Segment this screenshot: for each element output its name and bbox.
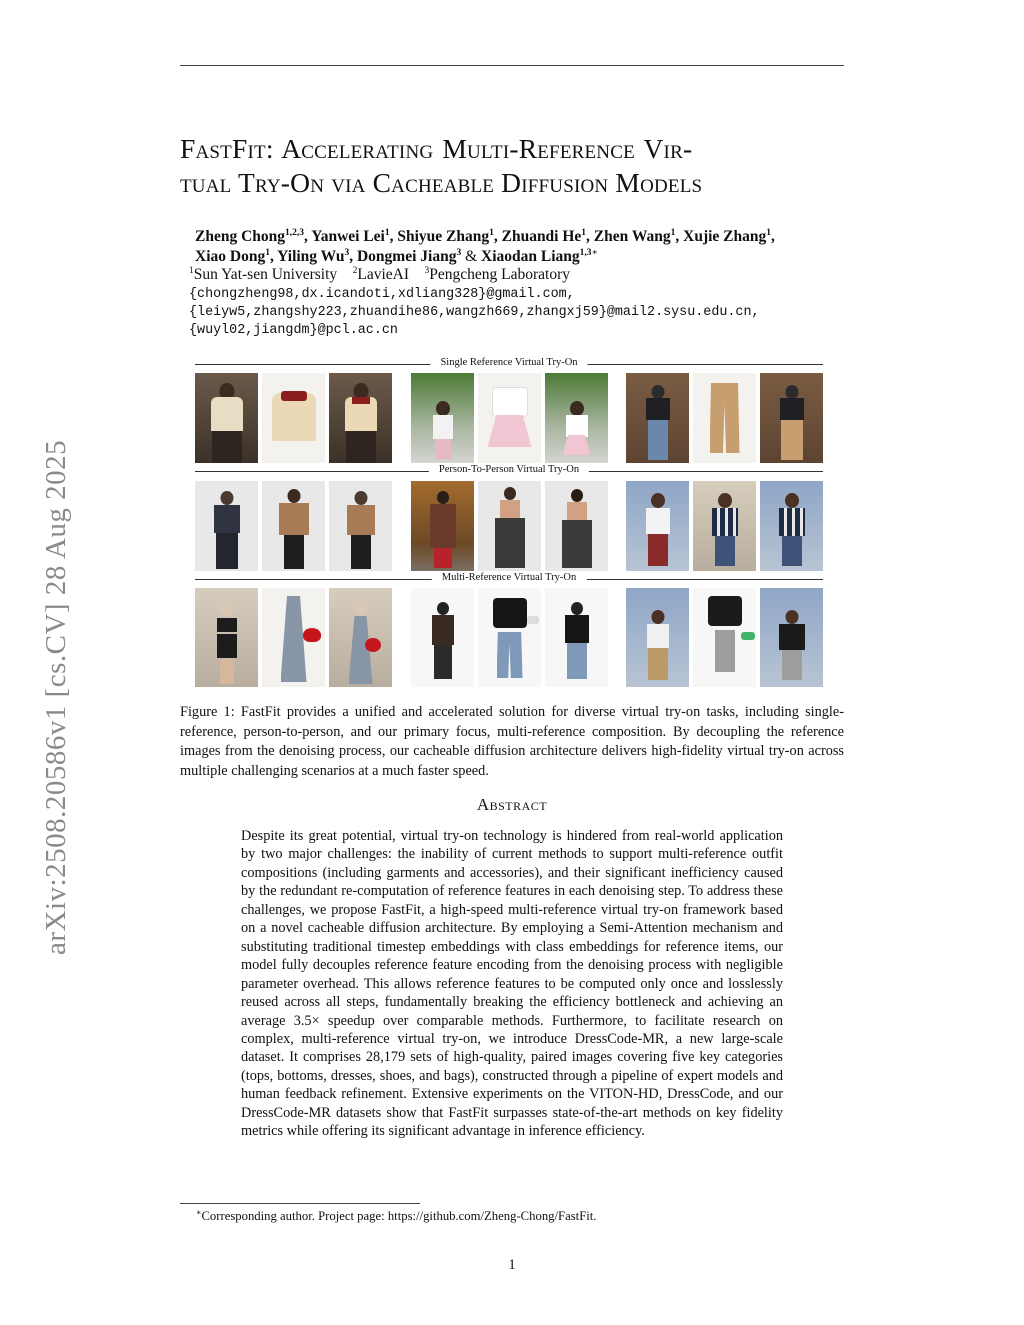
reference-person-photo	[262, 481, 325, 571]
footnote-text: Corresponding author. Project page: https://github.com/Zheng-Chong/FastFit.	[201, 1209, 597, 1224]
author-affiliation-mark: 1	[489, 228, 494, 238]
top-rule	[180, 65, 844, 66]
affiliation-name: LavieAI	[357, 266, 410, 284]
example-group	[195, 588, 392, 687]
section-label: Single Reference Virtual Try-On	[430, 357, 587, 368]
result-photo	[760, 481, 823, 571]
author-name: Xiao Dong	[195, 248, 266, 266]
affiliations	[189, 266, 570, 284]
email-line: {wuyl02,jiangdm}@pcl.ac.cn	[189, 323, 398, 338]
author-affiliation-mark: 1	[670, 228, 676, 238]
reference-person-photo	[478, 481, 541, 571]
abstract-heading: Abstract	[476, 795, 548, 814]
example-group	[195, 481, 392, 571]
person-photo	[195, 481, 258, 571]
author-affiliation-mark: 3	[456, 248, 462, 258]
author-affiliation-mark: 1	[384, 228, 390, 238]
example-group	[195, 373, 392, 463]
author-affiliation-mark: 1,3	[579, 248, 592, 258]
author-name: Zhen Wang	[593, 228, 671, 246]
result-photo	[329, 373, 392, 463]
author-affiliation-mark: 1,2,3	[285, 228, 305, 238]
figure-row-person-to-person	[195, 481, 823, 571]
example-group	[626, 588, 823, 687]
figure-section-header-p2p	[195, 464, 823, 478]
person-photo	[626, 588, 689, 687]
affiliation-mark: 3	[424, 266, 430, 276]
section-label: Multi-Reference Virtual Try-On	[432, 572, 587, 583]
garment-photo	[262, 373, 325, 463]
garment-photo	[693, 588, 756, 687]
person-photo	[195, 588, 258, 687]
author-name: Xiaodan Liang	[481, 248, 580, 266]
email-line: {chongzheng98,dx.icandoti,xdliang328}@gmail.com,	[189, 287, 575, 302]
abstract-body: Despite its great potential, virtual try-on technology is hindered from real-world application by two major challenges: the inability of current methods to support multi-reference outfit compositions (including garments and accessories), and their significant inefficiency caused by the redundant re-computation of reference features in each denoising step. To address these challenges, we propose FastFit, a high-speed multi-reference virtual try-on framework based on a novel cacheable diffusion architecture. By employing a Semi-Attention mechanism and substituting traditional timestep embeddings with class embeddings for reference items, our model fully decouples reference feature encoding from the denoising process with negligible parameter overhead. This allows reference features to be computed only once and losslessly reused across all steps, fundamentally breaking the efficiency bottleneck and achieving an average 3.5× speedup over comparable methods. Furthermore, to facilitate research on complex, multi-reference virtual try-on, we introduce DressCode-MR, a new large-scale dataset. It comprises 28,179 sets of high-quality, paired images covering five key categories (tops, bottoms, dresses, shoes, and bags), constructed through a pipeline of expert models and human feedback refinement. Extensive experiments on the VITON-HD, DressCode, and our DressCode-MR datasets show that FastFit surpasses state-of-the-art methods on key fidelity metrics while offering its significant advantage in inference efficiency.	[241, 828, 783, 1140]
person-photo	[195, 373, 258, 463]
garment-photo	[693, 373, 756, 463]
footnote	[196, 1208, 596, 1224]
reference-person-photo	[693, 481, 756, 571]
author-affiliation-mark: 1	[581, 228, 587, 238]
figure-row-single-reference	[195, 373, 823, 463]
paper-title-line-1: FastFit: Accelerating Multi-Reference Vir-	[180, 133, 693, 164]
example-group	[626, 481, 823, 571]
author-name: Shiyue Zhang	[397, 228, 490, 246]
affiliation-mark: 2	[352, 266, 358, 276]
figure-caption: Figure 1: FastFit provides a unified and accelerated solution for diverse virtual try-on tasks, including single-reference, person-to-person, and our primary focus, multi-reference composition. By decoupling the reference images from the denoising process, our cacheable diffusion architecture delivers high-fidelity virtual try-on across multiple challenging scenarios at a much faster speed.	[180, 704, 844, 779]
author-name: Yiling Wu	[277, 248, 345, 266]
email-line: {leiyw5,zhangshy223,zhuandihe86,wangzh669,zhangxj59}@mail2.sysu.edu.cn,	[189, 305, 760, 320]
section-label: Person-To-Person Virtual Try-On	[429, 464, 589, 475]
person-photo	[626, 481, 689, 571]
person-photo	[411, 588, 474, 687]
example-group	[411, 481, 608, 571]
result-photo	[760, 588, 823, 687]
author-name: Dongmei Jiang	[356, 248, 457, 266]
result-photo	[545, 373, 608, 463]
person-photo	[411, 481, 474, 571]
figure-section-header-multi	[195, 572, 823, 586]
garment-photo	[478, 373, 541, 463]
example-group	[411, 373, 608, 463]
author-name: Zhuandi He	[501, 228, 582, 246]
affiliation-mark: 1	[189, 266, 194, 276]
author-affiliation-mark: 1	[766, 228, 771, 238]
author-name: Yanwei Lei	[311, 228, 385, 246]
footnote-rule	[180, 1203, 420, 1204]
garment-photo	[478, 588, 541, 687]
figure-section-header-single	[195, 357, 823, 371]
person-photo	[411, 373, 474, 463]
author-separator: &	[465, 248, 478, 266]
result-photo	[545, 481, 608, 571]
author-affiliation-mark: 3	[344, 248, 350, 258]
corresponding-mark: ∗	[591, 248, 598, 258]
authors-line-2: Xiao Dong$^1$, Yiling Wu$^3$, Dongmei Jiang$^3$ & Xiaodan Liang$^{1,3∗}$	[195, 248, 598, 266]
footnote-mark: ∗	[196, 1208, 202, 1217]
affiliation-name: Pengcheng Laboratory	[429, 266, 571, 284]
result-photo	[545, 588, 608, 687]
authors-line-1: Zheng Chong$^{1,2,3}$, Yanwei Lei$^1$, Shiyue Zhang$^1$, Zhuandi He$^1$, Zhen Wang$^1$, Xujie Zhang$^1$,	[195, 228, 775, 246]
result-photo	[329, 588, 392, 687]
example-group	[626, 373, 823, 463]
author-name: Zheng Chong	[195, 228, 286, 246]
arxiv-stamp: arXiv:2508.20586v1 [cs.CV] 28 Aug 2025	[40, 439, 72, 955]
garment-photo	[262, 588, 325, 687]
figure-row-multi-reference	[195, 588, 823, 687]
paper-title-line-2: tual Try-On via Cacheable Diffusion Models	[180, 167, 703, 198]
author-name: Xujie Zhang	[683, 228, 767, 246]
example-group	[411, 588, 608, 687]
author-affiliation-mark: 1	[265, 248, 270, 258]
page-number: 1	[508, 1257, 516, 1273]
result-photo	[760, 373, 823, 463]
result-photo	[329, 481, 392, 571]
affiliation-name: Sun Yat-sen University	[193, 266, 338, 284]
person-photo	[626, 373, 689, 463]
